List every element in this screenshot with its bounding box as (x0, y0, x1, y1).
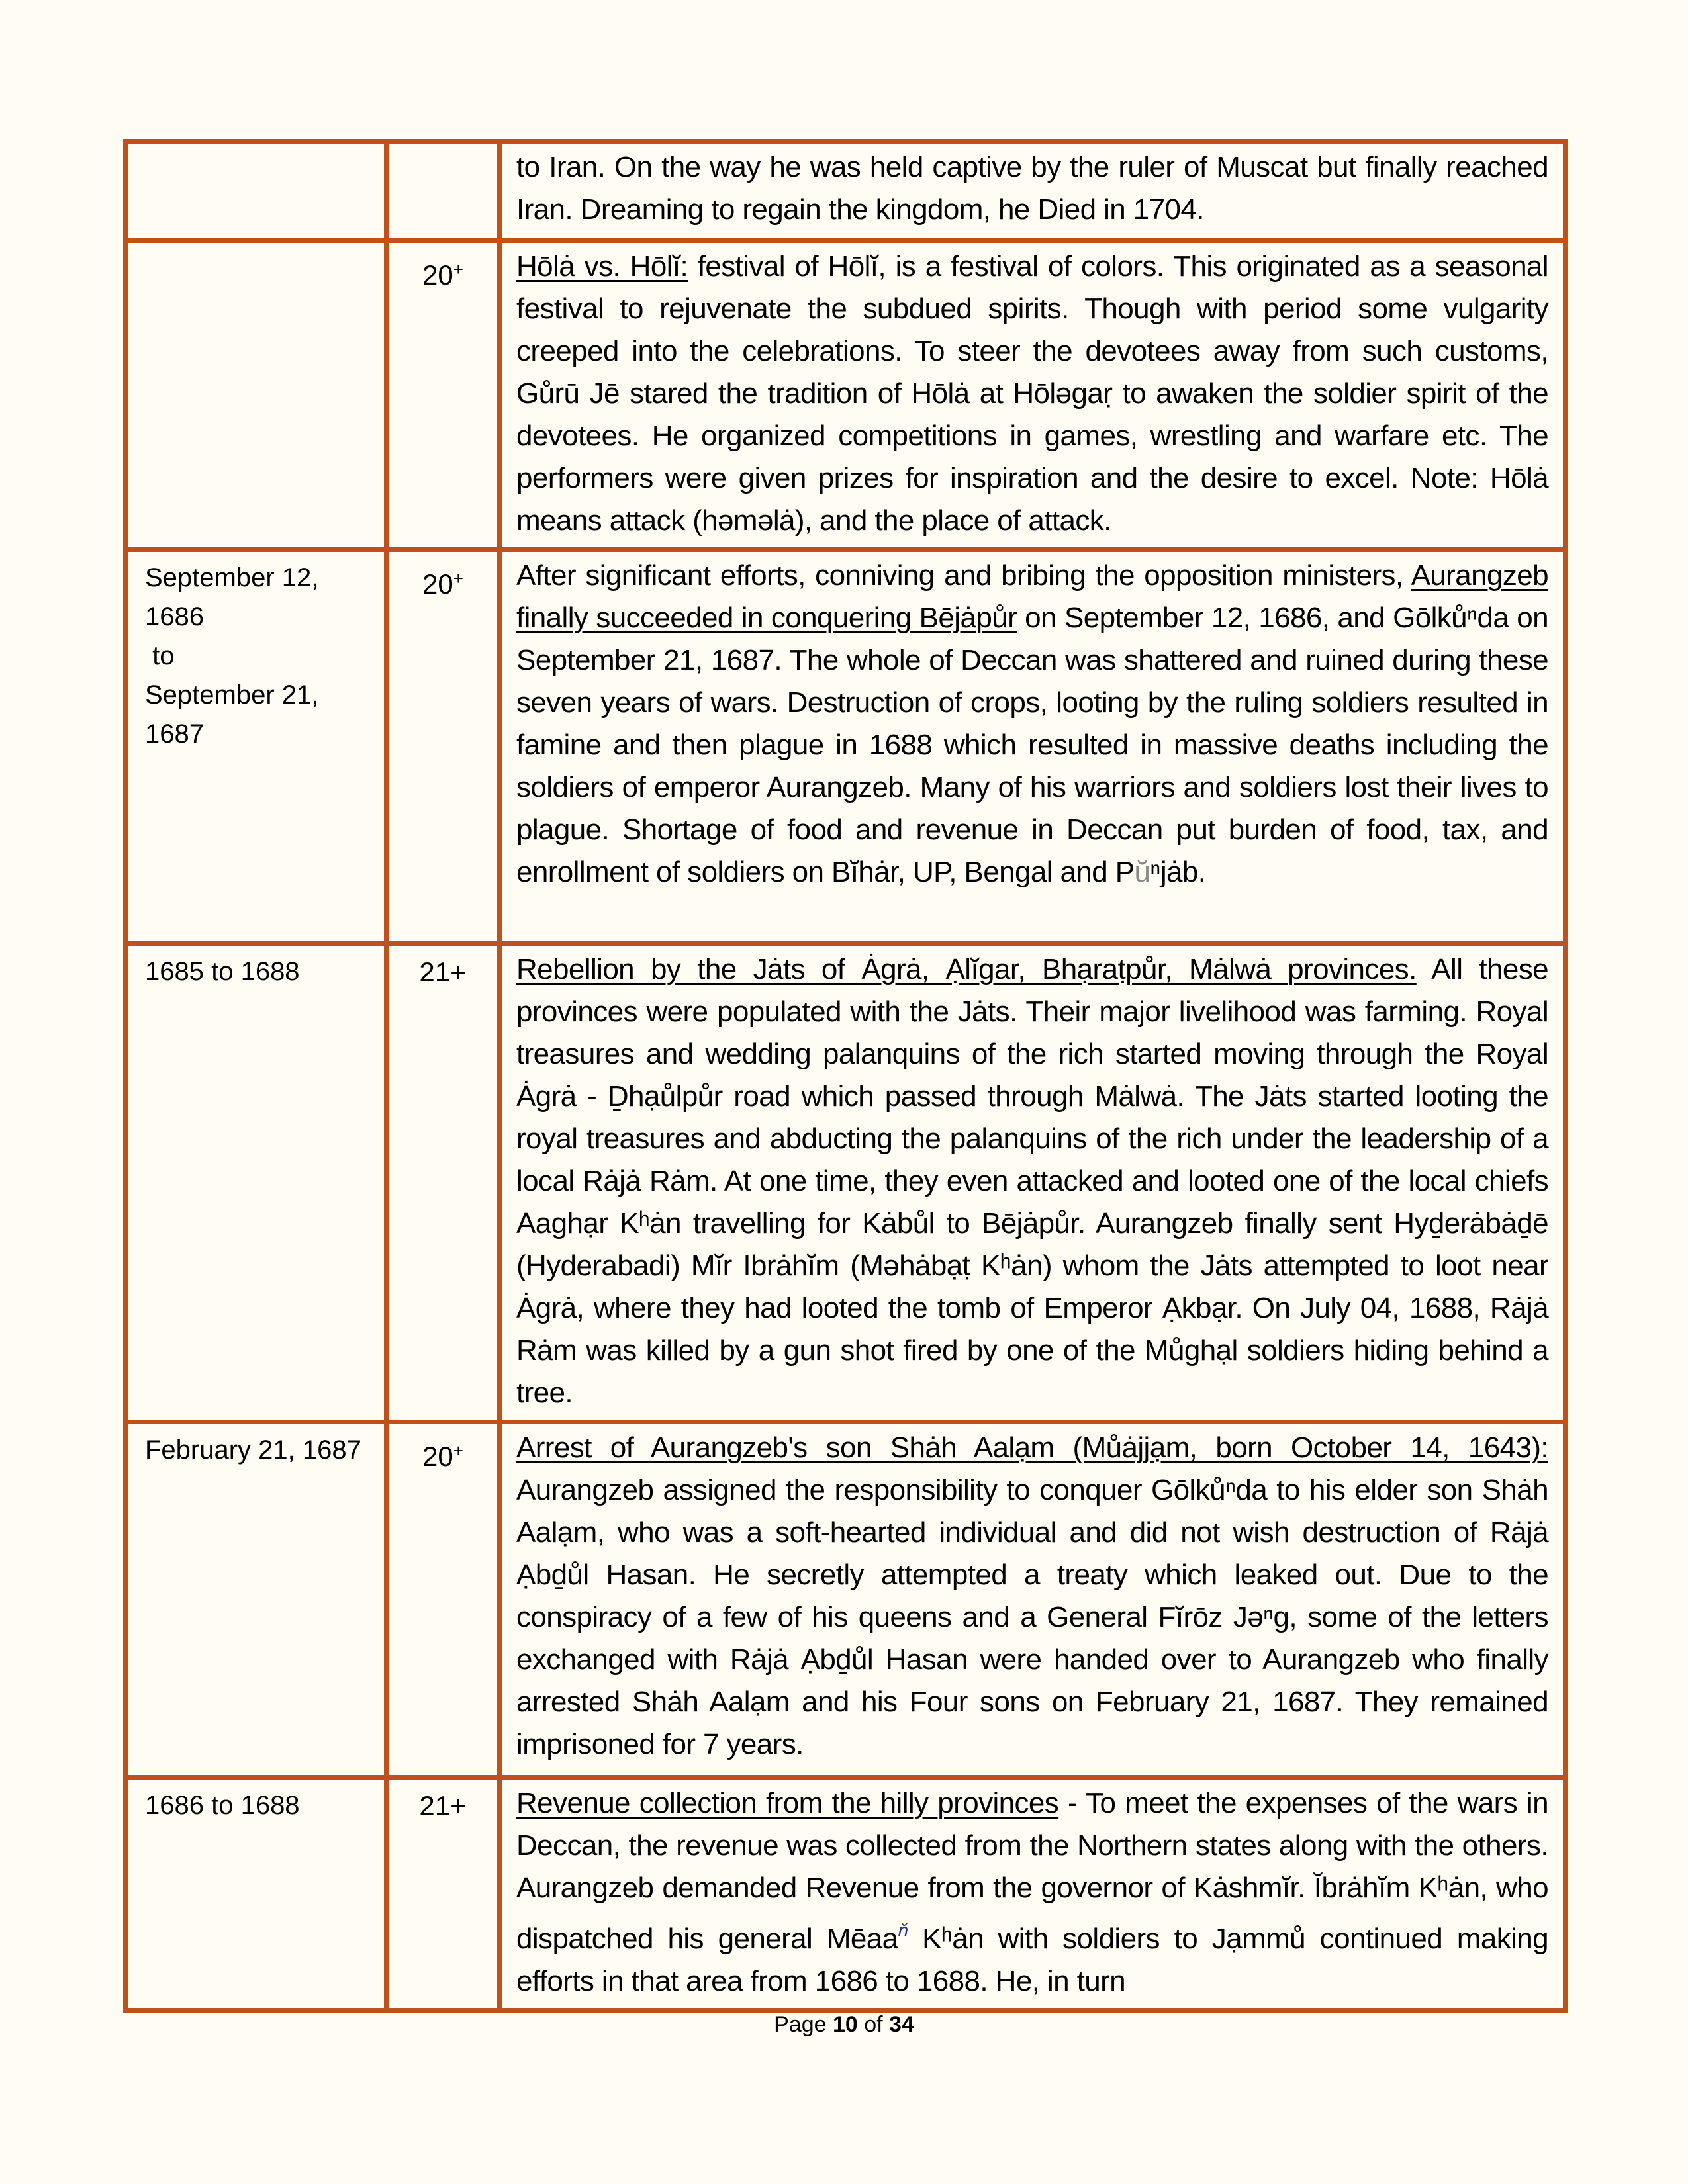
description-cell (500, 1778, 1566, 2011)
chronology-table (123, 139, 1568, 2013)
age-value: 21+ (419, 1790, 467, 1821)
entry-heading: Aurangzeb finally succeeded in conquering Bējȧpůr (516, 559, 1548, 634)
age-value: 20 (422, 1441, 453, 1472)
age-cell (387, 241, 500, 550)
description-cell (500, 142, 1566, 241)
entry-heading: Rebellion by the Jȧts of Ȧgrȧ, Ạlĭgar, Bhạraṭpůr, Mȧlwȧ provinces. (516, 953, 1417, 985)
date-line: 1687 (145, 719, 204, 749)
date-cell (126, 550, 387, 944)
date-cell: 1685 to 1688 (126, 944, 387, 1422)
table-row (126, 944, 1566, 1422)
description-text-end: Kʰȧn with soldiers to Jạmmů continued making efforts in that area from 1686 to 1688. He, in turn (516, 1923, 1549, 1997)
description-text: Aurangzeb assigned the responsibility to conquer Gōlkůⁿda to his elder son Shȧh Aalạm, who was a soft-hearted individual and did not wish destruction of Rȧjȧ Ạbḏůl Hasan. He secretly attempted a treaty which leaked out. Due to the conspiracy of a few of his queens and a General Fĭrōz Jəⁿg, some of the letters exchanged with Rȧjȧ Ạbḏůl Hasan were handed over to Aurangzeb who finally arrested Shȧh Aalạm and his Four sons on February 21, 1687. They remained imprisoned for 7 years. (516, 1474, 1548, 1760)
age-superscript: + (453, 1441, 463, 1461)
description-text: on September 12, 1686, and Gōlkůⁿda on September 21, 1687. The whole of Deccan was shattered and ruined during these seven years of wars. Destruction of crops, looting by the ruling soldiers resulted in famine and then plague in 1688 which resulted in massive deaths including the soldiers of emperor Aurangzeb. Many of his warriors and soldiers lost their lives to plague. Shortage of food and revenue in Deccan put burden of food, tax, and enrollment of soldiers on Bĭhȧr, UP, Bengal and P (516, 602, 1548, 888)
date-cell (126, 142, 387, 241)
date-line: to (145, 641, 175, 670)
date-line: September 12, (145, 563, 319, 592)
description-text: festival of Hōlĭ, is a festival of colors. This originated as a seasonal festival to rejuvenate the subdued spirits. Though with period some vulgarity creeped into the celebrations. To steer the devotees away from such customs, Gůrū Jē stared the tradition of Hōlȧ at Hōləgaṛ to awaken the soldier spirit of the devotees. He organized competitions in games, wrestling and warfare etc. The performers were given prizes for inspiration and the desire to excel. Note: Hōlȧ means attack (həməlȧ), and the place of attack. (516, 250, 1548, 537)
page-label: Page (774, 2012, 833, 2037)
date-cell (126, 241, 387, 550)
annotation-superscript: ň (898, 1920, 908, 1940)
age-cell (387, 1422, 500, 1778)
entry-heading: Hōlȧ vs. Hōlĭ: (516, 250, 688, 283)
age-cell (387, 550, 500, 944)
age-cell (387, 142, 500, 241)
age-value: 20 (422, 259, 453, 291)
description-text: to Iran. On the way he was held captive by the ruler of Muscat but finally reached Iran. Dreaming to regain the kingdom, he Died in 1704. (516, 151, 1548, 226)
age-cell (387, 944, 500, 1422)
table-row (126, 1778, 1566, 2011)
entry-heading: Arrest of Aurangzeb's son Shȧh Aalạm (Můȧjjạm, born October 14, 1643): (516, 1432, 1548, 1464)
date-line: 1686 (145, 602, 204, 631)
age-superscript: + (453, 259, 463, 279)
table-row (126, 1422, 1566, 1778)
description-text: All these provinces were populated with the Jȧts. Their major livelihood was farming. Royal treasures and wedding palanquins of the rich started moving through the Royal Ȧgrȧ - Ḏhạůlpůr road which passed through Mȧlwȧ. The Jȧts started looting the royal treasures and abducting the palanquins of the rich under the leadership of a local Rȧjȧ Rȧm. At one time, they even attacked and looted one of the local chiefs Aaghạr Kʰȧn travelling for Kȧbůl to Bējȧpůr. Aurangzeb finally sent Hyḏerȧbȧḏē (Hyderabadi) Mĭr Ibrȧhĭm (Məhȧbạṭ Kʰȧn) whom the Jȧts attempted to loot near Ȧgrȧ, where they had looted the tomb of Emperor Ạkbạr. On July 04, 1688, Rȧjȧ Rȧm was killed by a gun shot fired by one of the Můghạl soldiers hiding behind a tree. (516, 953, 1548, 1409)
grey-character: ŭ (1134, 856, 1150, 888)
table-row (126, 550, 1566, 944)
date-cell: 1686 to 1688 (126, 1778, 387, 2011)
description-cell (500, 550, 1566, 944)
table-row (126, 142, 1566, 241)
current-page-number: 10 (832, 2012, 858, 2037)
date-cell: February 21, 1687 (126, 1422, 387, 1778)
description-cell (500, 1422, 1566, 1778)
page-footer (0, 2012, 1688, 2038)
description-cell (500, 944, 1566, 1422)
age-value: 21+ (419, 956, 467, 987)
age-value: 20 (422, 569, 453, 600)
total-pages-number: 34 (889, 2012, 914, 2037)
page-of-label: of (857, 2012, 890, 2037)
entry-heading: Revenue collection from the hilly provinces (516, 1787, 1059, 1819)
description-cell (500, 241, 1566, 550)
age-cell (387, 1778, 500, 2011)
description-text-end: ⁿjȧb. (1150, 856, 1206, 888)
table-row (126, 241, 1566, 550)
date-line: September 21, (145, 680, 319, 709)
age-superscript: + (453, 569, 463, 588)
description-text: - To meet the expenses of the wars in Deccan, the revenue was collected from the Northern states along with the others. Aurangzeb demanded Revenue from the governor of Kȧshmĭr. Ĭbrȧhĭm Kʰȧn, who dispatched his general Mēaa (516, 1787, 1548, 1955)
description-intro: After significant efforts, conniving and bribing the opposition ministers, (516, 559, 1411, 592)
